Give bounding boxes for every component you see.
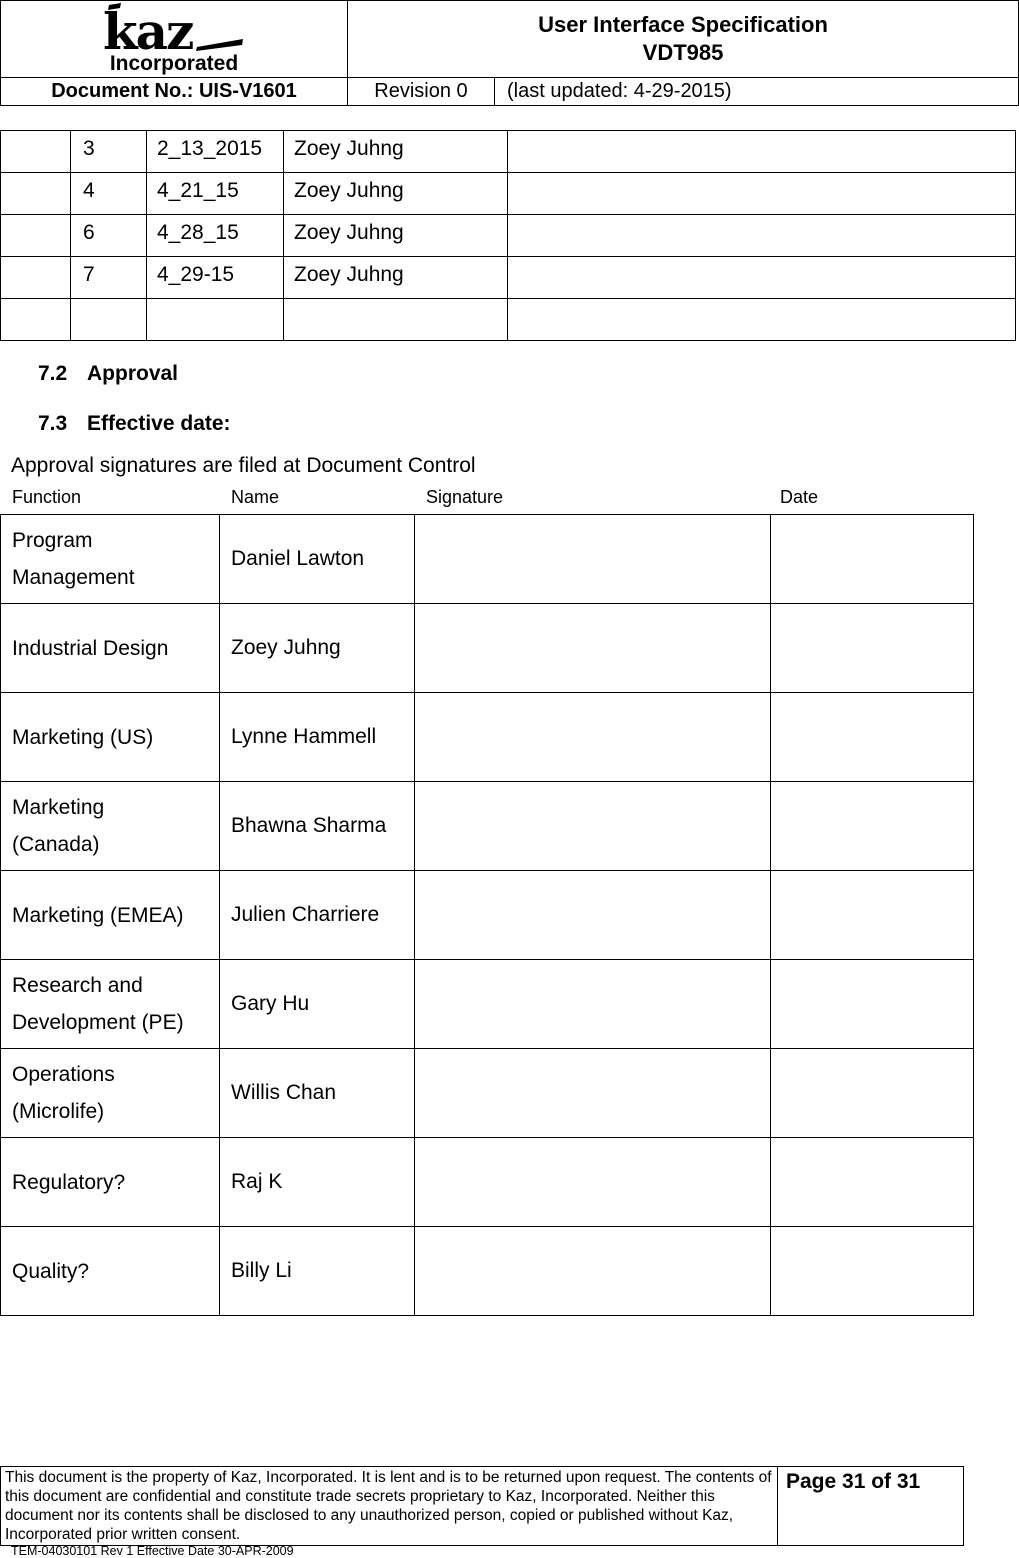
name-cell: Raj K — [220, 1138, 415, 1227]
section-title: Approval — [87, 362, 179, 385]
table-row — [1, 215, 1016, 257]
column-header-function: Function — [12, 487, 82, 507]
confidentiality-notice: This document is the property of Kaz, Incorporated. It is lent and is to be returned upon request. The contents of this document are confidential and constitute trade secrets proprietary to Kaz, Incorporated. Neither this document nor its contents shall be disclosed to any unauthorized person, copied or published without Kaz, Incorporated prior written consent. — [1, 1467, 778, 1546]
table-row — [1, 299, 1016, 341]
revision-history-table — [0, 130, 1016, 341]
section-number: 7.2 — [38, 362, 68, 385]
table-row — [1, 1049, 974, 1138]
column-header-name: Name — [231, 487, 280, 507]
title-line-2: VDT985 — [642, 40, 724, 65]
section-title: Effective date: — [87, 412, 231, 435]
signature-cell — [415, 693, 771, 782]
function-cell: Operations (Microlife) — [1, 1049, 220, 1138]
table-row — [1, 871, 974, 960]
name-cell: Gary Hu — [220, 960, 415, 1049]
function-cell: Marketing (EMEA) — [1, 871, 220, 960]
date-cell — [771, 604, 974, 693]
title-line-1: User Interface Specification — [538, 12, 828, 37]
revision-number: Revision 0 — [348, 78, 495, 106]
section-heading-approval — [38, 362, 178, 386]
kaz-logo — [101, 3, 247, 53]
table-row — [1, 173, 1016, 215]
function-cell: Marketing (US) — [1, 693, 220, 782]
function-cell: Industrial Design — [1, 604, 220, 693]
date-cell — [771, 693, 974, 782]
approval-signature-table — [0, 514, 974, 1316]
signature-cell — [415, 1227, 771, 1316]
approval-note: Approval signatures are filed at Document Control — [11, 454, 476, 477]
company-name: Incorporated — [109, 52, 239, 75]
notes-cell — [508, 131, 1016, 173]
notes-cell — [508, 173, 1016, 215]
table-row — [1, 782, 974, 871]
section-number: 7.3 — [38, 412, 68, 435]
name-cell: Daniel Lawton — [220, 515, 415, 604]
signature-cell — [415, 782, 771, 871]
date-cell: 4_21_15 — [157, 178, 239, 202]
last-updated: (last updated: 4-29-2015) — [495, 78, 1019, 106]
document-header — [0, 0, 1019, 106]
author-cell: Zoey Juhng — [294, 178, 404, 202]
name-cell: Bhawna Sharma — [220, 782, 415, 871]
table-row — [1, 693, 974, 782]
function-cell: Program Management — [1, 515, 220, 604]
template-id: TEM-04030101 Rev 1 Effective Date 30-APR-2009 — [11, 1544, 294, 1558]
page-number: Page 31 of 31 — [778, 1467, 964, 1546]
signature-cell — [415, 1138, 771, 1227]
column-header-signature: Signature — [426, 487, 504, 507]
function-cell: Marketing (Canada) — [1, 782, 220, 871]
table-row — [1, 960, 974, 1049]
date-cell — [771, 782, 974, 871]
revision-cell: 4 — [83, 178, 95, 202]
table-row — [1, 257, 1016, 299]
function-cell: Regulatory? — [1, 1138, 220, 1227]
document-title — [348, 1, 1019, 78]
document-number: Document No.: UIS-V1601 — [1, 78, 348, 106]
name-cell: Julien Charriere — [220, 871, 415, 960]
signature-cell — [415, 960, 771, 1049]
function-cell: Quality? — [1, 1227, 220, 1316]
document-footer — [0, 1466, 964, 1546]
table-row — [1, 1138, 974, 1227]
author-cell: Zoey Juhng — [294, 220, 404, 244]
author-cell: Zoey Juhng — [294, 262, 404, 286]
date-cell — [771, 515, 974, 604]
notes-cell — [508, 215, 1016, 257]
revision-cell: 6 — [83, 220, 95, 244]
date-cell: 2_13_2015 — [157, 136, 263, 160]
svg-text:kaz: kaz — [103, 3, 193, 53]
revision-cell: 3 — [83, 136, 95, 160]
function-cell: Research and Development (PE) — [1, 960, 220, 1049]
table-row — [1, 604, 974, 693]
logo-cell — [1, 1, 348, 78]
table-row — [1, 515, 974, 604]
notes-cell — [508, 257, 1016, 299]
author-cell: Zoey Juhng — [294, 136, 404, 160]
notes-cell — [508, 299, 1016, 341]
table-row — [1, 131, 1016, 173]
date-cell — [771, 1227, 974, 1316]
column-header-date: Date — [780, 487, 819, 507]
date-cell — [771, 871, 974, 960]
signature-cell — [415, 1049, 771, 1138]
section-heading-effective-date — [38, 412, 231, 436]
signature-cell — [415, 604, 771, 693]
date-cell — [771, 1049, 974, 1138]
name-cell: Zoey Juhng — [220, 604, 415, 693]
name-cell: Lynne Hammell — [220, 693, 415, 782]
date-cell — [771, 1138, 974, 1227]
revision-cell: 7 — [83, 262, 95, 286]
name-cell: Billy Li — [220, 1227, 415, 1316]
name-cell: Willis Chan — [220, 1049, 415, 1138]
table-row — [1, 1227, 974, 1316]
signature-cell — [415, 871, 771, 960]
date-cell: 4_29-15 — [157, 262, 235, 286]
date-cell — [771, 960, 974, 1049]
signature-cell — [415, 515, 771, 604]
date-cell: 4_28_15 — [157, 220, 239, 244]
